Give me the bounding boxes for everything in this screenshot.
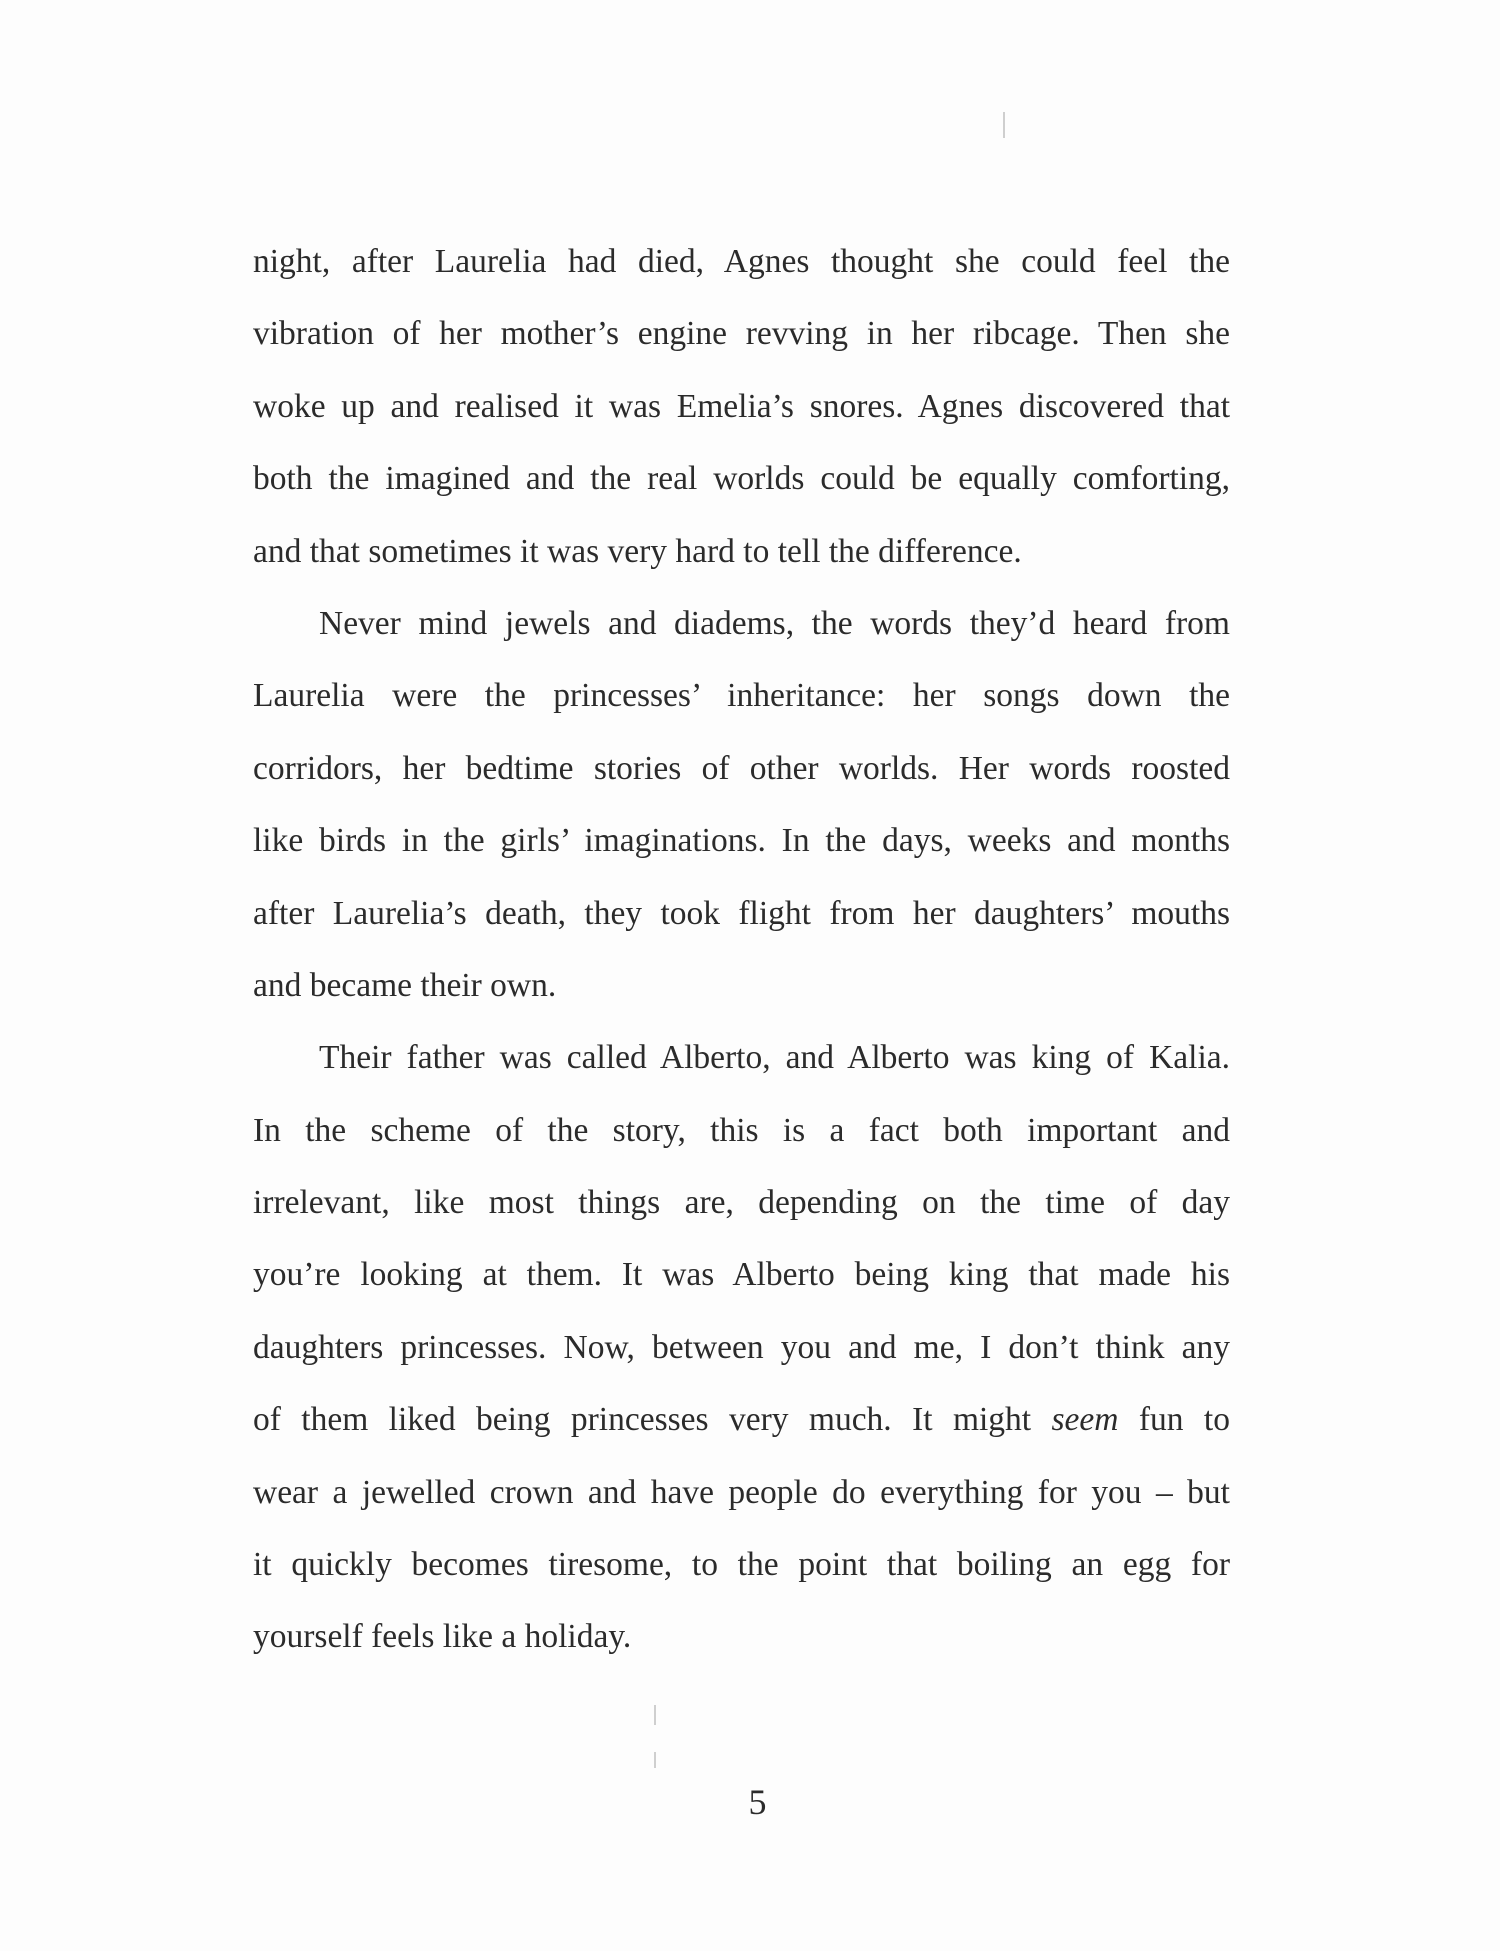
text-line: Laurelia were the princesses’ inheritance: her songs down the <box>253 677 1230 715</box>
text-line: it quickly becomes tiresome, to the point that boiling an egg for <box>253 1546 1230 1584</box>
text-line: woke up and realised it was Emelia’s snores. Agnes discovered that <box>253 387 1230 425</box>
text-line: yourself feels like a holiday. <box>253 1618 632 1656</box>
scan-artifact-mark <box>654 1752 656 1768</box>
scan-artifact-mark <box>1003 112 1005 138</box>
text-line: you’re looking at them. It was Alberto being king that made his <box>253 1256 1230 1294</box>
text-line: and became their own. <box>253 966 557 1004</box>
text-line: like birds in the girls’ imaginations. In the days, weeks and months <box>253 822 1230 860</box>
text-line: irrelevant, like most things are, depending on the time of day <box>253 1184 1230 1222</box>
text-line: of them liked being princesses very much. It might seem fun to <box>253 1401 1230 1439</box>
emphasis: seem <box>1051 1401 1119 1439</box>
text-line: night, after Laurelia had died, Agnes thought she could feel the <box>253 243 1230 280</box>
body-text <box>253 226 1230 1674</box>
text-line: vibration of her mother’s engine revving in her ribcage. Then she <box>253 315 1230 353</box>
text-line: after Laurelia’s death, they took flight from her daughters’ mouths <box>253 894 1230 932</box>
text-line: In the scheme of the story, this is a fact both important and <box>253 1111 1230 1149</box>
text-line: both the imagined and the real worlds could be equally comforting, <box>253 460 1230 498</box>
text-line: corridors, her bedtime stories of other worlds. Her words roosted <box>253 749 1230 787</box>
text-line: daughters princesses. Now, between you and me, I don’t think any <box>253 1328 1230 1366</box>
page-number: 5 <box>748 1782 767 1822</box>
scan-artifact-mark <box>654 1705 656 1725</box>
text-line: wear a jewelled crown and have people do everything for you – but <box>253 1473 1230 1511</box>
text-line: Never mind jewels and diadems, the words they’d heard from <box>319 604 1230 642</box>
text-line: and that sometimes it was very hard to tell the difference. <box>253 532 1022 570</box>
text-line: Their father was called Alberto, and Alberto was king of Kalia. <box>319 1039 1230 1077</box>
